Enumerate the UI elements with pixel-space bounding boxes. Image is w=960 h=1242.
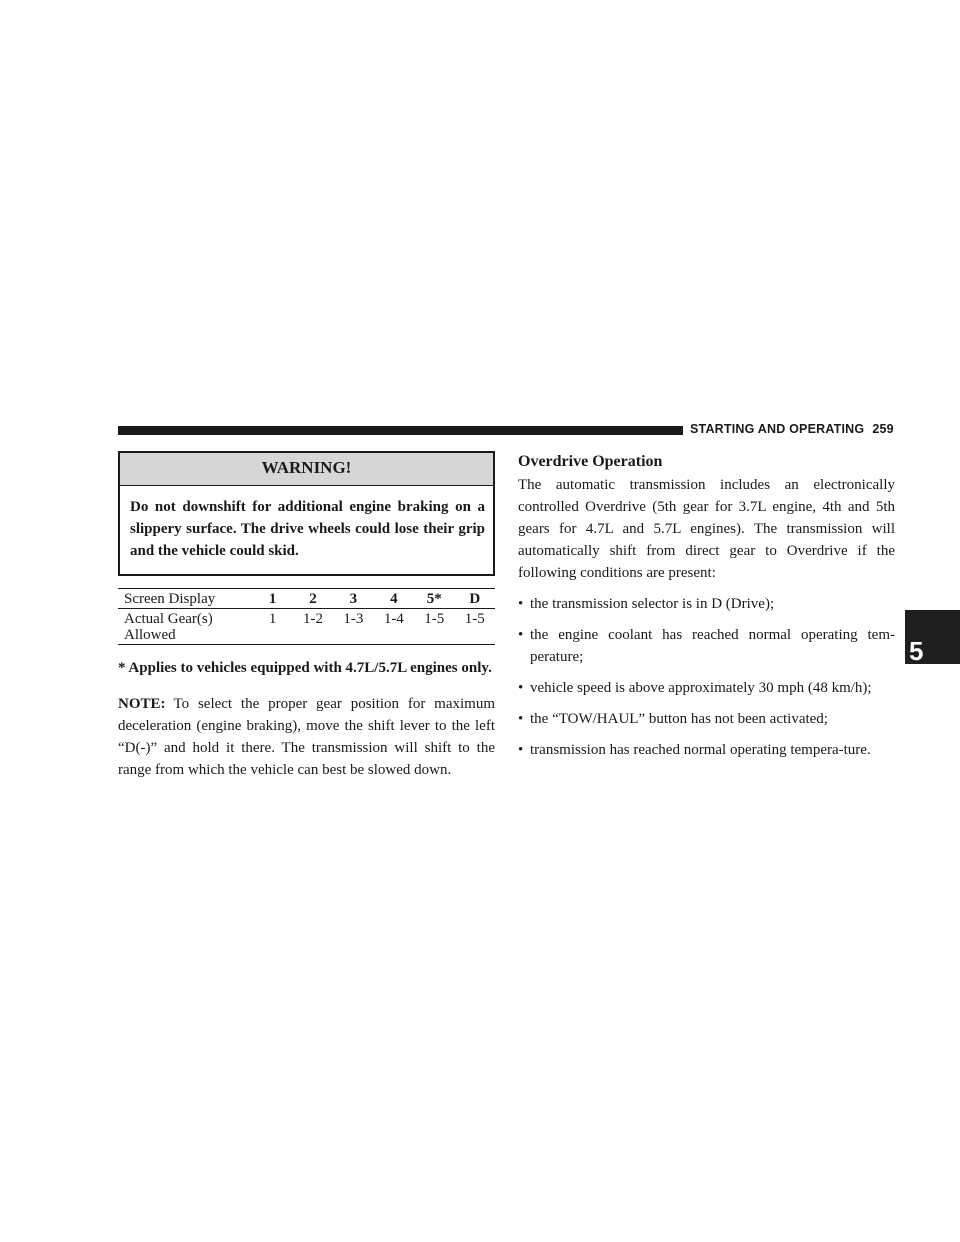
footnote: * Applies to vehicles equipped with 4.7L/5.7L engines only.	[118, 660, 492, 676]
list-item	[518, 708, 895, 730]
list-item-text: the engine coolant has reached normal operating tem-perature;	[530, 627, 895, 665]
bullet-icon: •	[518, 711, 524, 727]
list-item	[518, 739, 895, 761]
table-cell: 1-3	[333, 609, 373, 645]
table-cell: 2	[293, 589, 333, 609]
label-line: Actual Gear(s)	[124, 611, 213, 627]
table-cell: 1-4	[374, 609, 414, 645]
list-item	[518, 593, 895, 615]
table-cell-label	[118, 609, 252, 645]
intro-paragraph: The automatic transmission includes an electronically controlled Overdrive (5th gear for 3.7L engine, 4th and 5th gears for 4.7L and 5.7L engines). The transmission will automatically shift from direct gear to Overdrive if the following conditions are present:	[518, 477, 895, 581]
list-item-text: the “TOW/HAUL” button has not been activated;	[530, 711, 828, 727]
note-text: To select the proper gear position for maximum deceleration (engine braking), move the shift lever to the left “D(-)” and hold it there. The transmission will shift to the range from which the vehicle can best be slowed down.	[118, 696, 495, 778]
section-heading: Overdrive Operation	[518, 453, 663, 470]
note-paragraph	[118, 693, 495, 781]
gear-table	[118, 588, 495, 645]
left-column	[118, 451, 495, 781]
bullet-icon: •	[518, 742, 524, 758]
chapter-tab	[905, 610, 960, 664]
table-cell: 5*	[414, 589, 454, 609]
table-cell: 4	[374, 589, 414, 609]
header-rule	[118, 426, 683, 435]
right-column	[518, 452, 895, 770]
list-item-text: vehicle speed is above approximately 30 mph (48 km/h);	[530, 680, 872, 696]
conditions-list	[518, 593, 895, 761]
table-row-screen-display	[118, 589, 495, 609]
table-cell: 1-5	[455, 609, 496, 645]
table-cell: 1-5	[414, 609, 454, 645]
warning-body: Do not downshift for additional engine braking on a slippery surface. The drive wheels could lose their grip and the vehicle could skid.	[130, 499, 485, 559]
label-line: Allowed	[124, 627, 176, 643]
table-row-actual-gears	[118, 609, 495, 645]
table-cell: 1-2	[293, 609, 333, 645]
running-header	[690, 422, 894, 436]
list-item-text: the transmission selector is in D (Drive);	[530, 596, 775, 612]
bullet-icon: •	[518, 627, 524, 643]
list-item	[518, 677, 895, 699]
bullet-icon: •	[518, 596, 524, 612]
page-number: 259	[872, 422, 894, 436]
list-item-text: transmission has reached normal operating tempera-ture.	[530, 742, 871, 758]
table-cell: 3	[333, 589, 373, 609]
note-label: NOTE:	[118, 696, 166, 712]
table-cell: 1	[252, 609, 292, 645]
chapter-number: 5	[909, 636, 924, 666]
list-item	[518, 624, 895, 668]
table-cell: D	[455, 589, 496, 609]
table-cell: 1	[252, 589, 292, 609]
warning-box	[118, 451, 495, 576]
table-cell-label: Screen Display	[118, 589, 252, 609]
section-title: STARTING AND OPERATING	[690, 422, 865, 436]
warning-title: WARNING!	[120, 453, 493, 486]
bullet-icon: •	[518, 680, 524, 696]
